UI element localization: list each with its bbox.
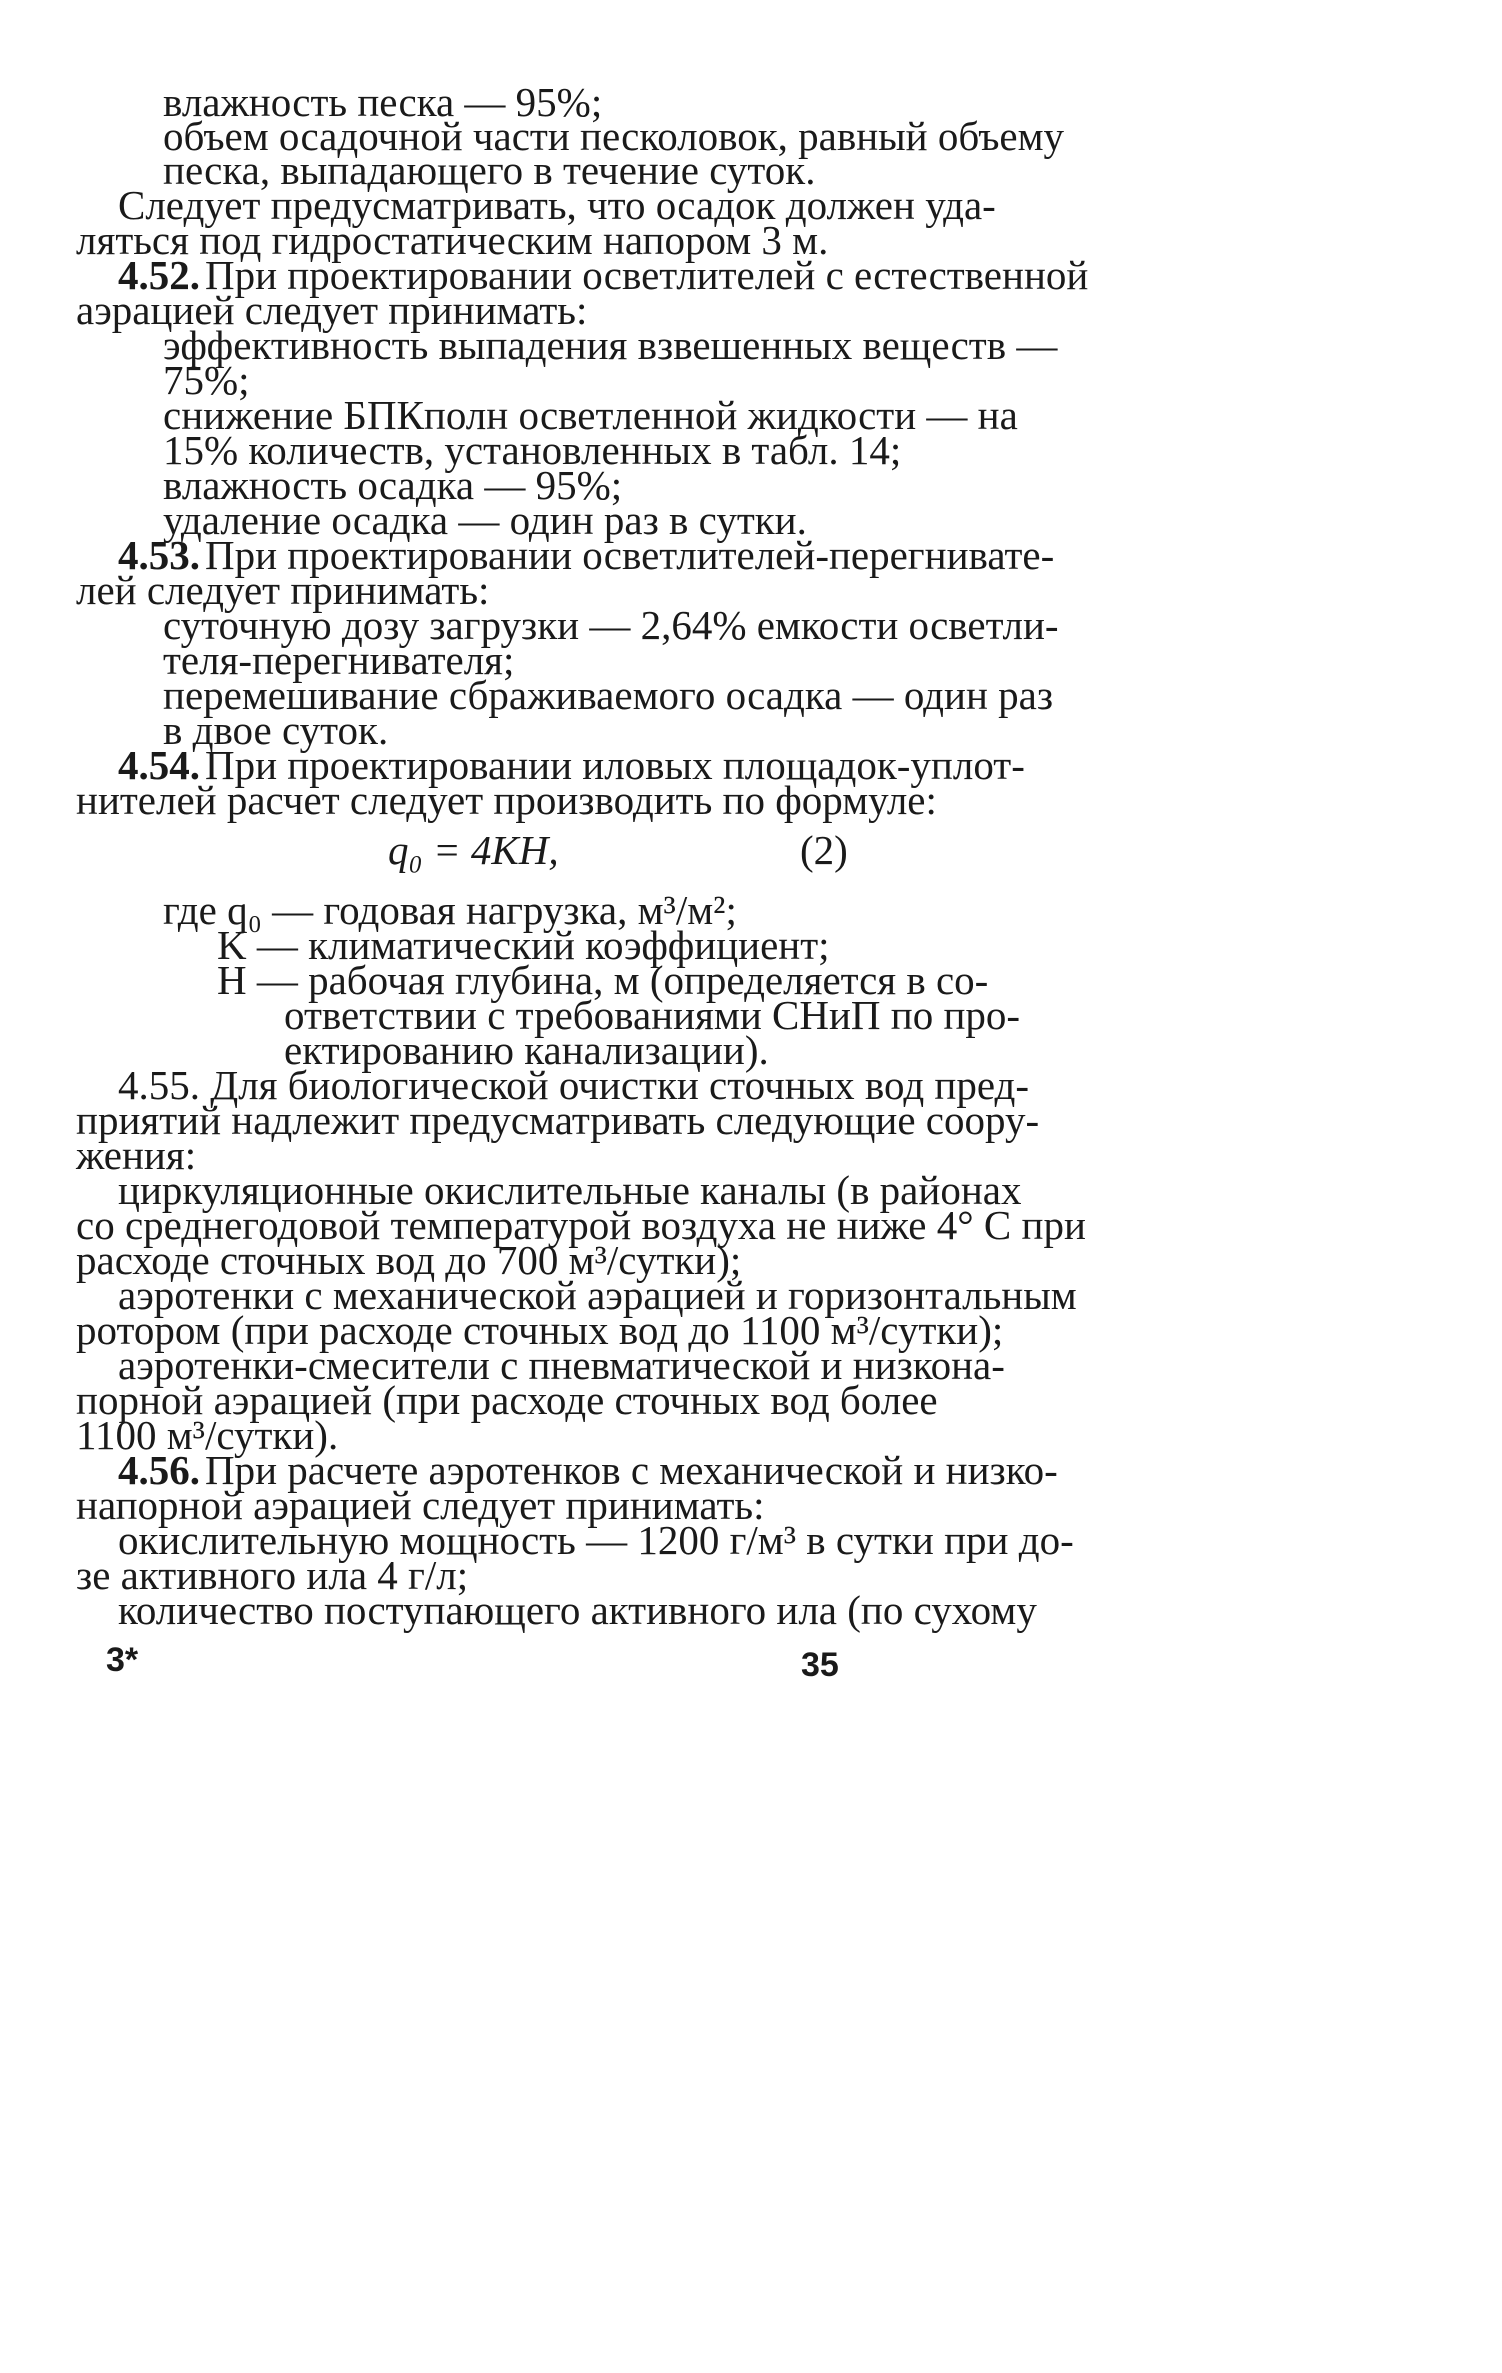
- text-line: лей следует принимать:: [76, 567, 490, 613]
- text-line: ляться под гидростатическим напором 3 м.: [76, 217, 829, 263]
- text-line: количество поступающего активного ила (по сухому: [118, 1587, 1037, 1633]
- text-line: эффективность выпадения взвешенных веществ —: [163, 322, 1058, 368]
- text-line: перемешивание сбраживаемого осадка — один раз: [163, 672, 1054, 718]
- text-line: окислительную мощность — 1200 г/м³ в сутки при до-: [118, 1517, 1074, 1563]
- signature-mark: 3*: [106, 1641, 139, 1679]
- text-line: аэрацией следует принимать:: [76, 287, 588, 333]
- text-line: ротором (при расходе сточных вод до 1100 м³/сутки);: [76, 1307, 1004, 1353]
- text-line: аэротенки с механической аэрацией и горизонтальным: [118, 1272, 1077, 1318]
- text-line: где q₀ — годовая нагрузка, м³/м²;: [163, 887, 737, 933]
- text-line: жения:: [76, 1132, 197, 1178]
- text-line: нителей расчет следует производить по формуле:: [76, 777, 937, 823]
- text-line: K — климатический коэффициент;: [217, 922, 830, 968]
- text-line: песка, выпадающего в течение суток.: [163, 147, 816, 193]
- text-line: аэротенки-смесители с пневматической и низкона-: [118, 1342, 1005, 1388]
- text-line: влажность осадка — 95%;: [163, 462, 623, 508]
- formula: q₀ = 4KH,: [388, 827, 559, 873]
- section-number: 4.54.: [118, 742, 200, 788]
- section-number: 4.56.: [118, 1447, 200, 1493]
- text-line: удаление осадка — один раз в сутки.: [163, 497, 807, 543]
- text-line: 15% количеств, установленных в табл. 14;: [163, 427, 902, 473]
- text-line: H — рабочая глубина, м (определяется в со-: [217, 957, 989, 1003]
- text-line: снижение БПКполн осветленной жидкости — на: [163, 392, 1018, 438]
- text-line: При расчете аэротенков с механической и низко-: [205, 1447, 1058, 1493]
- text-line: циркуляционные окислительные каналы (в районах: [118, 1167, 1022, 1213]
- text-line: порной аэрацией (при расходе сточных вод более: [76, 1377, 938, 1423]
- text-line: со среднегодовой температурой воздуха не ниже 4° С при: [76, 1202, 1086, 1248]
- text-line: Следует предусматривать, что осадок должен уда-: [118, 182, 996, 228]
- text-line: При проектировании иловых площадок-уплот-: [205, 742, 1025, 788]
- text-line: объем осадочной части песколовок, равный объему: [163, 113, 1065, 159]
- text-line: напорной аэрацией следует принимать:: [76, 1482, 765, 1528]
- text-line: теля-перегнивателя;: [163, 637, 515, 683]
- text-line: 75%;: [163, 357, 250, 403]
- text-line: ответствии с требованиями СНиП по про-: [284, 992, 1021, 1038]
- section-number: 4.52.: [118, 252, 200, 298]
- text-line: приятий надлежит предусматривать следующие соору-: [76, 1097, 1040, 1143]
- section-number: 4.53.: [118, 532, 200, 578]
- text-line: зе активного ила 4 г/л;: [76, 1552, 469, 1598]
- text-line: 4.55. Для биологической очистки сточных вод пред-: [118, 1062, 1030, 1108]
- text-line: При проектировании осветлителей с естественной: [205, 252, 1089, 298]
- text-line: суточную дозу загрузки — 2,64% емкости осветли-: [163, 602, 1059, 648]
- text-line: влажность песка — 95%;: [163, 79, 603, 125]
- text-line: в двое суток.: [163, 707, 389, 753]
- text-line: расходе сточных вод до 700 м³/сутки);: [76, 1237, 742, 1283]
- text-line: 1100 м³/сутки).: [76, 1412, 339, 1458]
- formula-number: (2): [800, 827, 848, 873]
- page-number: 35: [801, 1646, 839, 1684]
- text-line: ектированию канализации).: [284, 1027, 769, 1073]
- text-line: При проектировании осветлителей-перегнивате-: [205, 532, 1055, 578]
